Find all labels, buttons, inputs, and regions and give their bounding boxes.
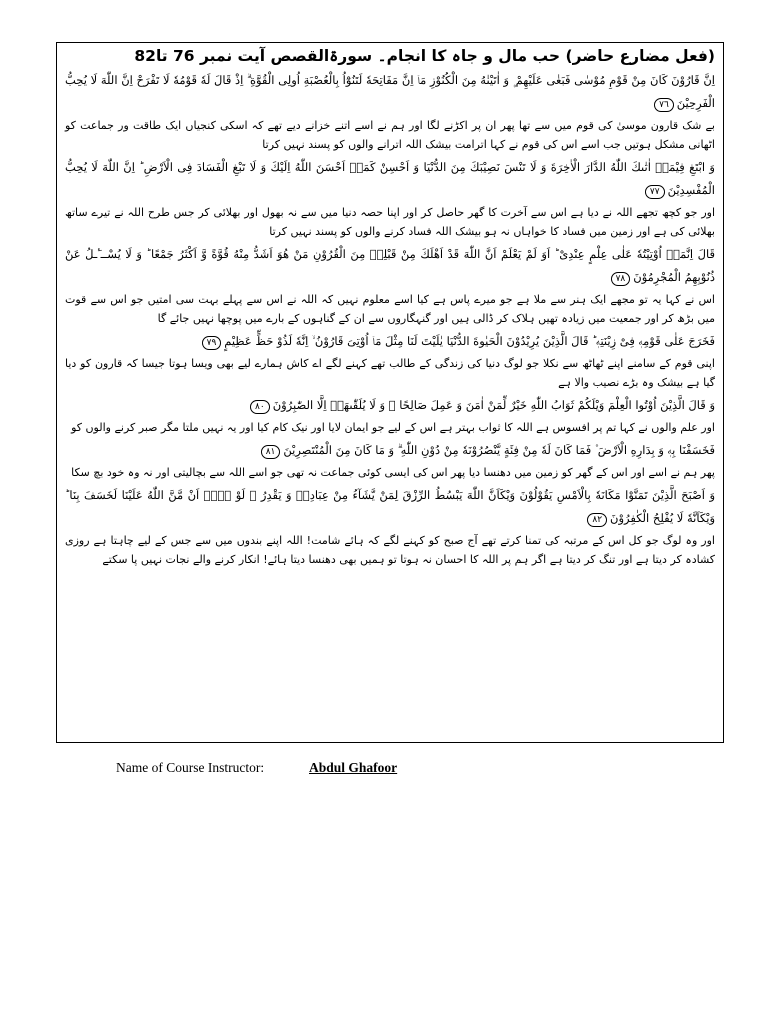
section-5 [65, 394, 715, 437]
urdu-translation: اپنی قوم کے سامنے اپنے ٹھاٹھ سے نکلا جو لوگ دنیا کی زندگی کے طالب تھے کہنے لگے اے کاش ہمارے لیے بھی ویسا ہوتا جیسا کہ قارون کو دیا گیا ہے بیشک وہ بڑے نصیب والا ہے [65, 357, 715, 389]
urdu-translation: بے شک قارون موسیٰ کی قوم میں سے تھا پھر ان پر اکڑنے لگا اور ہم نے اسے اتنے خزانے دیے تھے کہ اسکی کنجیاں ایک طاقت ور جماعت کو اٹھانی مشکل ہوتیں جب اسے اس کی قوم نے کہا اترامت بیشک اللہ اترانے والوں کو پسند نہیں کرتا [65, 119, 715, 151]
ayah-arabic: وَ اَصْبَحَ الَّذِیْنَ تَمَنَّوْا مَكَانَهٗ بِالْاَمْسِ یَقُوْلُوْنَ وَیْكَاَنَّ اللّٰهَ یَبْسُطُ الرِّزْقَ لِمَنْ یَّشَآءُ مِنْ عِبَادِهٖ وَ یَقْدِرُ ۚ لَوْ لَاۤ اَنْ مَّنَّ اللّٰهُ عَلَیْنَا لَخَسَفَ بِنَا ؕ وَیْكَاَنَّهٗ لَا یُفْلِحُ الْكٰفِرُوْنَ [65, 488, 715, 525]
ayah-number: ٧٨ [611, 272, 631, 286]
ayah-number: ٧٩ [202, 336, 222, 350]
instructor-name: Abdul Ghafoor [309, 760, 398, 775]
urdu-translation: اس نے کہا یہ تو مجھے ایک ہنر سے ملا ہے جو میرے پاس ہے کیا اسے معلوم نہیں کہ اللہ نے اس سے پہلے بہت سی امتیں جو اس سے قوت میں بڑھ کر اور جمعیت میں زیادہ تھیں ہلاک کر ڈالی ہیں اور گنہگاروں سے ان کے گناہوں کے بارے میں پوچھا نہیں جائے گا [65, 293, 715, 325]
instructor-footer [116, 760, 676, 776]
urdu-translation: اور جو کچھ تجھے اللہ نے دیا ہے اس سے آخرت کا گھر حاصل کر اور اپنا حصہ دنیا میں سے نہ بھول اور بھلائی کر جس طرح اللہ نے تیرے ساتھ بھلائی کی ہے اور زمین میں فساد کا خواہاں نہ ہو بیشک اللہ فساد کرنے والوں کو پسند نہیں کرتا [65, 206, 715, 238]
section-6 [65, 439, 715, 482]
ayah-arabic: فَخَسَفْنَا بِهٖ وَ بِدَارِهِ الْاَرْضَ ۫ فَمَا كَانَ لَهٗ مِنْ فِئَةٍ یَّنْصُرُوْنَهٗ مِنْ دُوْنِ اللّٰهِ ۗ وَ مَا كَانَ مِنَ الْمُنْتَصِرِیْنَ [283, 443, 715, 457]
ayah-text [65, 484, 715, 530]
ayah-arabic: قَالَ اِنَّمَاۤ اُوْتِیْتُهٗ عَلٰى عِلْمٍ عِنْدِیْ ؕ اَوَ لَمْ یَعْلَمْ اَنَّ اللّٰهَ قَدْ اَهْلَكَ مِنْ قَبْلِهٖ مِنَ الْقُرُوْنِ مَنْ هُوَ اَشَدُّ مِنْهُ قُوَّةً وَّ اَكْثَرُ جَمْعًا ؕ وَ لَا یُسْــٴَـلُ عَنْ ذُنُوْبِهِمُ الْمُجْرِمُوْنَ [65, 247, 715, 284]
section-3 [65, 243, 715, 328]
lesson-title: (فعل مضارع حاضر) حب مال و جاہ کا انجام۔ سورۃالقصص آیت نمبر 76 تا82 [134, 47, 715, 65]
ayah-arabic: اِنَّ قَارُوْنَ كَانَ مِنْ قَوْمِ مُوْسٰى فَبَغٰى عَلَيْهِمْ ۪ وَ اٰتَيْنٰهُ مِنَ الْكُنُوْزِ مَاۤ اِنَّ مَفَاتِحَهٗ لَتَنُوْٓاُ بِالْعُصْبَةِ اُولِی الْقُوَّةِ ۗ اِذْ قَالَ لَهٗ قَوْمُهٗ لَا تَفْرَحْ اِنَّ اللّٰهَ لَا یُحِبُّ الْفَرِحِیْنَ [65, 73, 715, 110]
ayah-arabic: وَ قَالَ الَّذِیْنَ اُوْتُوا الْعِلْمَ وَیْلَكُمْ ثَوَابُ اللّٰهِ خَیْرٌ لِّمَنْ اٰمَنَ وَ عَمِلَ صَالِحًا ۚ وَ لَا یُلَقّٰىهَاۤ اِلَّا الصّٰبِرُوْنَ [272, 398, 715, 412]
ayah-text [65, 156, 715, 202]
ayah-text [65, 243, 715, 289]
ayah-arabic: وَ ابْتَغِ فِیْمَاۤ اٰتٰىكَ اللّٰهُ الدَّارَ الْاٰخِرَةَ وَ لَا تَنْسَ نَصِیْبَكَ مِنَ الدُّنْیَا وَ اَحْسِنْ كَمَاۤ اَحْسَنَ اللّٰهُ اِلَیْكَ وَ لَا تَبْغِ الْفَسَادَ فِی الْاَرْضِ ؕ اِنَّ اللّٰهَ لَا یُحِبُّ الْمُفْسِدِیْنَ [65, 160, 715, 197]
ayah-arabic: فَخَرَجَ عَلٰى قَوْمِهٖ فِیْ زِیْنَتِهٖ ؕ قَالَ الَّذِیْنَ یُرِیْدُوْنَ الْحَیٰوةَ الدُّنْیَا یٰلَیْتَ لَنَا مِثْلَ مَاۤ اُوْتِیَ قَارُوْنُ ۙ اِنَّهٗ لَذُوْ حَظٍّ عَظِیْمٍ [224, 334, 715, 348]
section-7 [65, 484, 715, 569]
urdu-translation: پھر ہم نے اسے اور اس کے گھر کو زمین میں دھنسا دیا پھر اس کی ایسی کوئی جماعت نہ تھی جو اسے اللہ سے بچالیتی اور نہ وہ خود بچ سکا [71, 466, 715, 479]
lesson-box [56, 42, 724, 743]
section-1 [65, 69, 715, 154]
urdu-translation: اور علم والوں نے کہا تم پر افسوس ہے اللہ کا ثواب بہتر ہے اس کے لیے جو ایمان لایا اور نیک کام کیا اور یہ نہیں ملتا مگر صبر کرنے والوں کو [71, 421, 715, 434]
ayah-number: ٧٦ [654, 98, 674, 112]
ayah-text [65, 69, 715, 115]
instructor-label: Name of Course Instructor: [116, 760, 265, 775]
section-2 [65, 156, 715, 241]
ayah-text [65, 330, 715, 353]
ayah-number: ٨١ [261, 445, 281, 459]
ayah-number: ٨٠ [250, 400, 270, 414]
urdu-translation: اور وہ لوگ جو کل اس کے مرتبہ کی تمنا کرتے تھے آج صبح کو کہنے لگے کہ ہائے شامت! اللہ اپنے بندوں میں سے جس کے لیے چاہتا ہے روزی کشادہ کر دیتا ہے اور تنگ کر دیتا ہے اگر ہم پر اللہ کا احسان نہ ہوتا تو ہمیں بھی دھنسا دیتا ہائے! انکار کرنے والے نجات نہیں پا سکتے [65, 534, 715, 566]
ayah-text [65, 394, 715, 417]
ayah-text [65, 439, 715, 462]
section-4 [65, 330, 715, 392]
ayah-number: ٨٢ [587, 513, 607, 527]
ayah-number: ٧٧ [645, 185, 665, 199]
